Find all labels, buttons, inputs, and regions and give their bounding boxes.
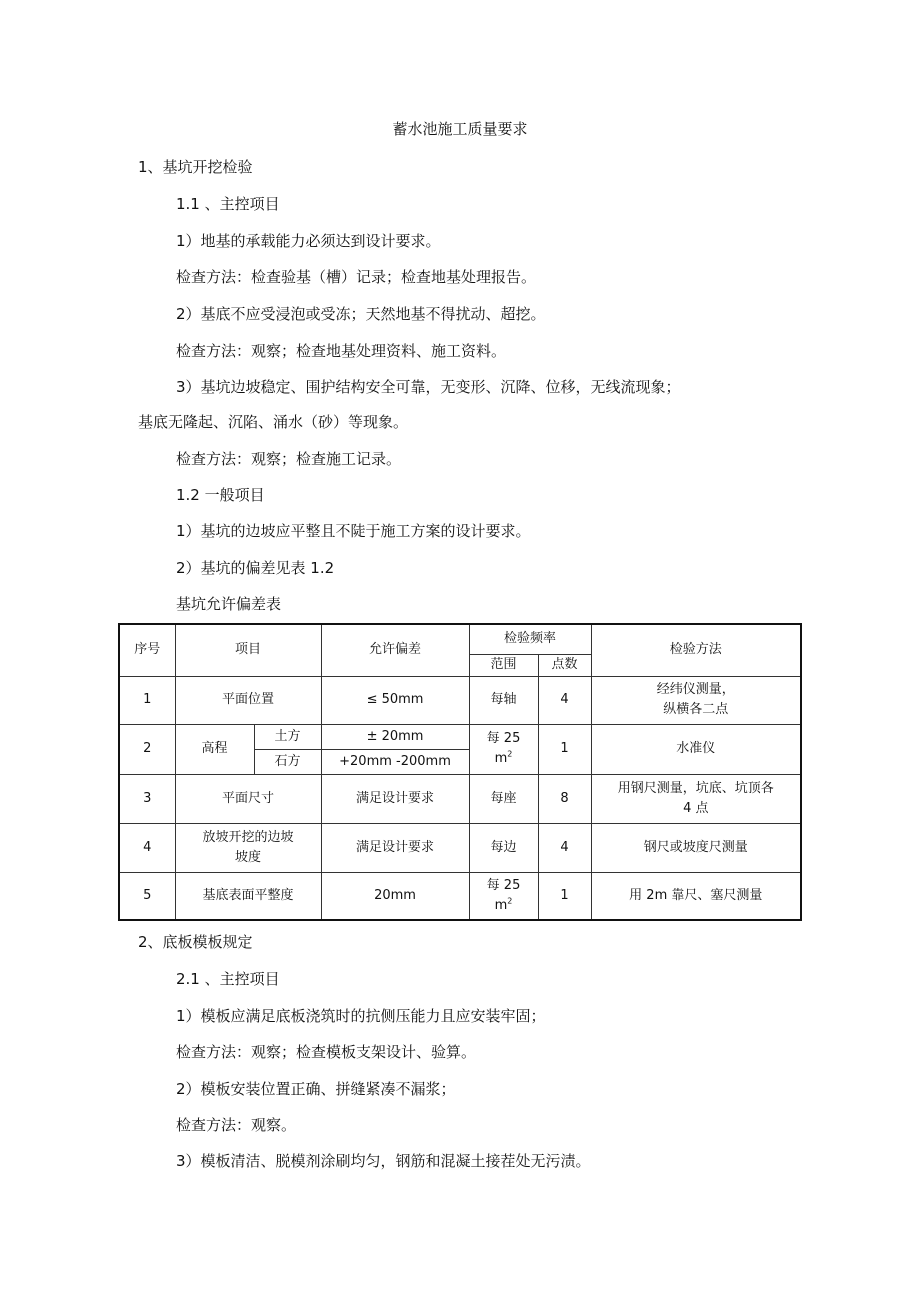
cell-method: 用 2m 靠尺、塞尺测量 [591, 872, 801, 920]
cell-no: 3 [119, 774, 175, 823]
paragraph: 检查方法：观察；检查地基处理资料、施工资料。 [176, 342, 507, 360]
range-line: 每 25 [486, 877, 521, 893]
cell-points: 8 [538, 774, 591, 823]
cell-item: 高程 [175, 724, 254, 774]
section-heading-2: 2、底板模板规定 [138, 933, 253, 951]
deviation-table [118, 623, 802, 921]
cell-points: 4 [538, 676, 591, 724]
table-caption: 基坑允许偏差表 [176, 595, 282, 613]
paragraph: 2）基坑的偏差见表 1.2 [176, 559, 335, 577]
cell-range: 每边 [469, 823, 538, 872]
section-heading-1: 1、基坑开挖检验 [138, 158, 253, 176]
cell-no: 1 [119, 676, 175, 724]
header-frequency: 检验频率 [469, 624, 591, 654]
cell-no: 2 [119, 724, 175, 774]
item-line: 放坡开挖的边坡 [202, 829, 294, 845]
cell-method [591, 774, 801, 823]
cell-tolerance: 满足设计要求 [321, 823, 469, 872]
table-row [119, 774, 801, 823]
cell-range [469, 872, 538, 920]
document-title: 蓄水池施工质量要求 [392, 120, 528, 138]
paragraph: 2）基底不应受浸泡或受冻；天然地基不得扰动、超挖。 [176, 305, 546, 323]
range-unit-base: m [494, 751, 508, 766]
cell-points: 4 [538, 823, 591, 872]
cell-subitem: 土方 [254, 724, 321, 749]
paragraph: 3）模板清洁、脱模剂涂刷均匀，钢筋和混凝土接茬处无污渍。 [176, 1152, 591, 1170]
item-line: 坡度 [235, 849, 262, 865]
header-method: 检验方法 [591, 624, 801, 676]
range-unit-exponent: 2 [507, 749, 513, 759]
range-unit-exponent: 2 [507, 896, 513, 906]
header-no: 序号 [119, 624, 175, 676]
range-unit [473, 749, 535, 769]
paragraph: 1）地基的承载能力必须达到设计要求。 [176, 232, 441, 250]
table-row [119, 676, 801, 724]
cell-tolerance: +20mm -200mm [321, 749, 469, 774]
method-line: 纵横各二点 [663, 702, 729, 717]
table-row [119, 724, 801, 749]
range-line: 每 25 [486, 731, 521, 746]
table-header-row [119, 624, 801, 654]
cell-tolerance: 20mm [321, 872, 469, 920]
paragraph: 检查方法：检查验基（槽）记录；检查地基处理报告。 [176, 268, 537, 286]
header-range: 范围 [469, 654, 538, 676]
cell-points: 1 [538, 724, 591, 774]
cell-points: 1 [538, 872, 591, 920]
subsection-heading-2-1: 2.1 、主控项目 [176, 970, 280, 988]
paragraph: 1）基坑的边坡应平整且不陡于施工方案的设计要求。 [176, 522, 531, 540]
paragraph: 检查方法：观察。 [176, 1116, 297, 1134]
cell-no: 5 [119, 872, 175, 920]
paragraph: 2）模板安装位置正确、拼缝紧凑不漏浆； [176, 1080, 456, 1098]
cell-range: 每座 [469, 774, 538, 823]
cell-item: 平面位置 [175, 676, 321, 724]
method-line: 用钢尺测量，坑底、坑顶各 [617, 780, 774, 796]
method-line: 经纬仪测量， [656, 682, 735, 697]
header-points: 点数 [538, 654, 591, 676]
paragraph: 基底无隆起、沉陷、涌水（砂）等现象。 [138, 413, 409, 431]
subsection-heading-1-2: 1.2 一般项目 [176, 486, 265, 504]
cell-tolerance: ≤ 50mm [321, 676, 469, 724]
range-unit [473, 896, 535, 916]
cell-method: 钢尺或坡度尺测量 [591, 823, 801, 872]
cell-range: 每轴 [469, 676, 538, 724]
table-row [119, 872, 801, 920]
cell-method: 水准仪 [591, 724, 801, 774]
cell-method [591, 676, 801, 724]
paragraph: 检查方法：观察；检查施工记录。 [176, 450, 402, 468]
paragraph: 1）模板应满足底板浇筑时的抗侧压能力且应安装牢固； [176, 1007, 546, 1025]
header-tolerance: 允许偏差 [321, 624, 469, 676]
cell-item [175, 823, 321, 872]
range-unit-base: m [494, 897, 508, 913]
paragraph: 检查方法：观察；检查模板支架设计、验算。 [176, 1043, 477, 1061]
cell-item: 平面尺寸 [175, 774, 321, 823]
header-item: 项目 [175, 624, 321, 676]
cell-tolerance: ± 20mm [321, 724, 469, 749]
cell-tolerance: 满足设计要求 [321, 774, 469, 823]
cell-range [469, 724, 538, 774]
cell-subitem: 石方 [254, 749, 321, 774]
subsection-heading-1-1: 1.1 、主控项目 [176, 195, 280, 213]
cell-no: 4 [119, 823, 175, 872]
cell-item: 基底表面平整度 [175, 872, 321, 920]
paragraph: 3）基坑边坡稳定、围护结构安全可靠，无变形、沉降、位移，无线流现象； [176, 378, 681, 396]
table-row [119, 823, 801, 872]
method-line: 4 点 [683, 800, 709, 816]
